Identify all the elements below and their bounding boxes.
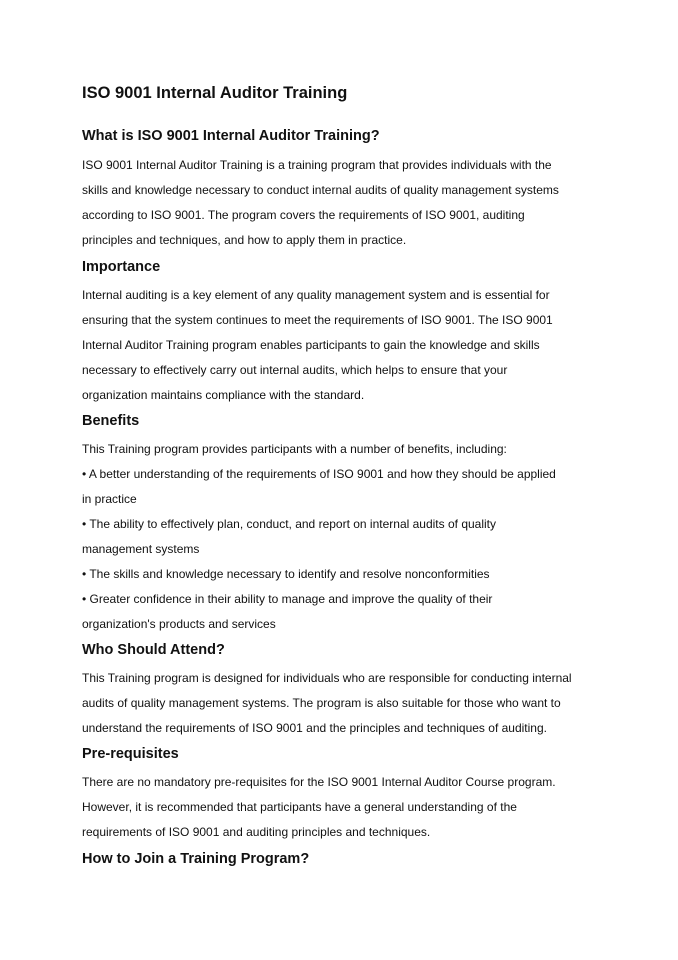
section-heading-what-is: What is ISO 9001 Internal Auditor Training? [82, 128, 380, 144]
section-line: ensuring that the system continues to meet the requirements of ISO 9001. The ISO 9001 [82, 313, 553, 327]
bullet-line: • Greater confidence in their ability to manage and improve the quality of their [82, 592, 493, 606]
section-heading-benefits: Benefits [82, 413, 140, 429]
section-heading-importance: Importance [82, 259, 161, 275]
section-line: This Training program provides participants with a number of benefits, including: [82, 442, 507, 456]
bullet-line: • The ability to effectively plan, conduct, and report on internal audits of quality [82, 517, 497, 531]
section-heading-how-to-join: How to Join a Training Program? [82, 851, 310, 867]
section-line: This Training program is designed for individuals who are responsible for conducting internal [82, 671, 572, 685]
section-line: ISO 9001 Internal Auditor Training is a training program that provides individuals with the [82, 158, 552, 172]
bullet-line: • The skills and knowledge necessary to identify and resolve nonconformities [82, 567, 490, 581]
document-title: ISO 9001 Internal Auditor Training [82, 84, 348, 102]
section-line: according to ISO 9001. The program covers the requirements of ISO 9001, auditing [82, 208, 525, 222]
bullet-line: management systems [82, 542, 200, 556]
section-line: organization maintains compliance with the standard. [82, 388, 365, 402]
section-line: Internal auditing is a key element of any quality management system and is essential for [82, 288, 550, 302]
section-line: requirements of ISO 9001 and auditing principles and techniques. [82, 825, 431, 839]
section-line: understand the requirements of ISO 9001 and the principles and techniques of auditing. [82, 721, 547, 735]
bullet-line: organization's products and services [82, 617, 276, 631]
section-line: There are no mandatory pre-requisites for the ISO 9001 Internal Auditor Course program. [82, 775, 556, 789]
section-line: audits of quality management systems. The program is also suitable for those who want to [82, 696, 561, 710]
section-heading-prerequisites: Pre-requisites [82, 746, 179, 762]
bullet-line: in practice [82, 492, 137, 506]
section-line: However, it is recommended that participants have a general understanding of the [82, 800, 517, 814]
section-line: necessary to effectively carry out internal audits, which helps to ensure that your [82, 363, 508, 377]
section-line: Internal Auditor Training program enables participants to gain the knowledge and skills [82, 338, 540, 352]
section-line: skills and knowledge necessary to conduct internal audits of quality management systems [82, 183, 559, 197]
section-heading-who-should-attend: Who Should Attend? [82, 642, 225, 658]
section-line: principles and techniques, and how to apply them in practice. [82, 233, 407, 247]
bullet-line: • A better understanding of the requirements of ISO 9001 and how they should be applied [82, 467, 556, 481]
